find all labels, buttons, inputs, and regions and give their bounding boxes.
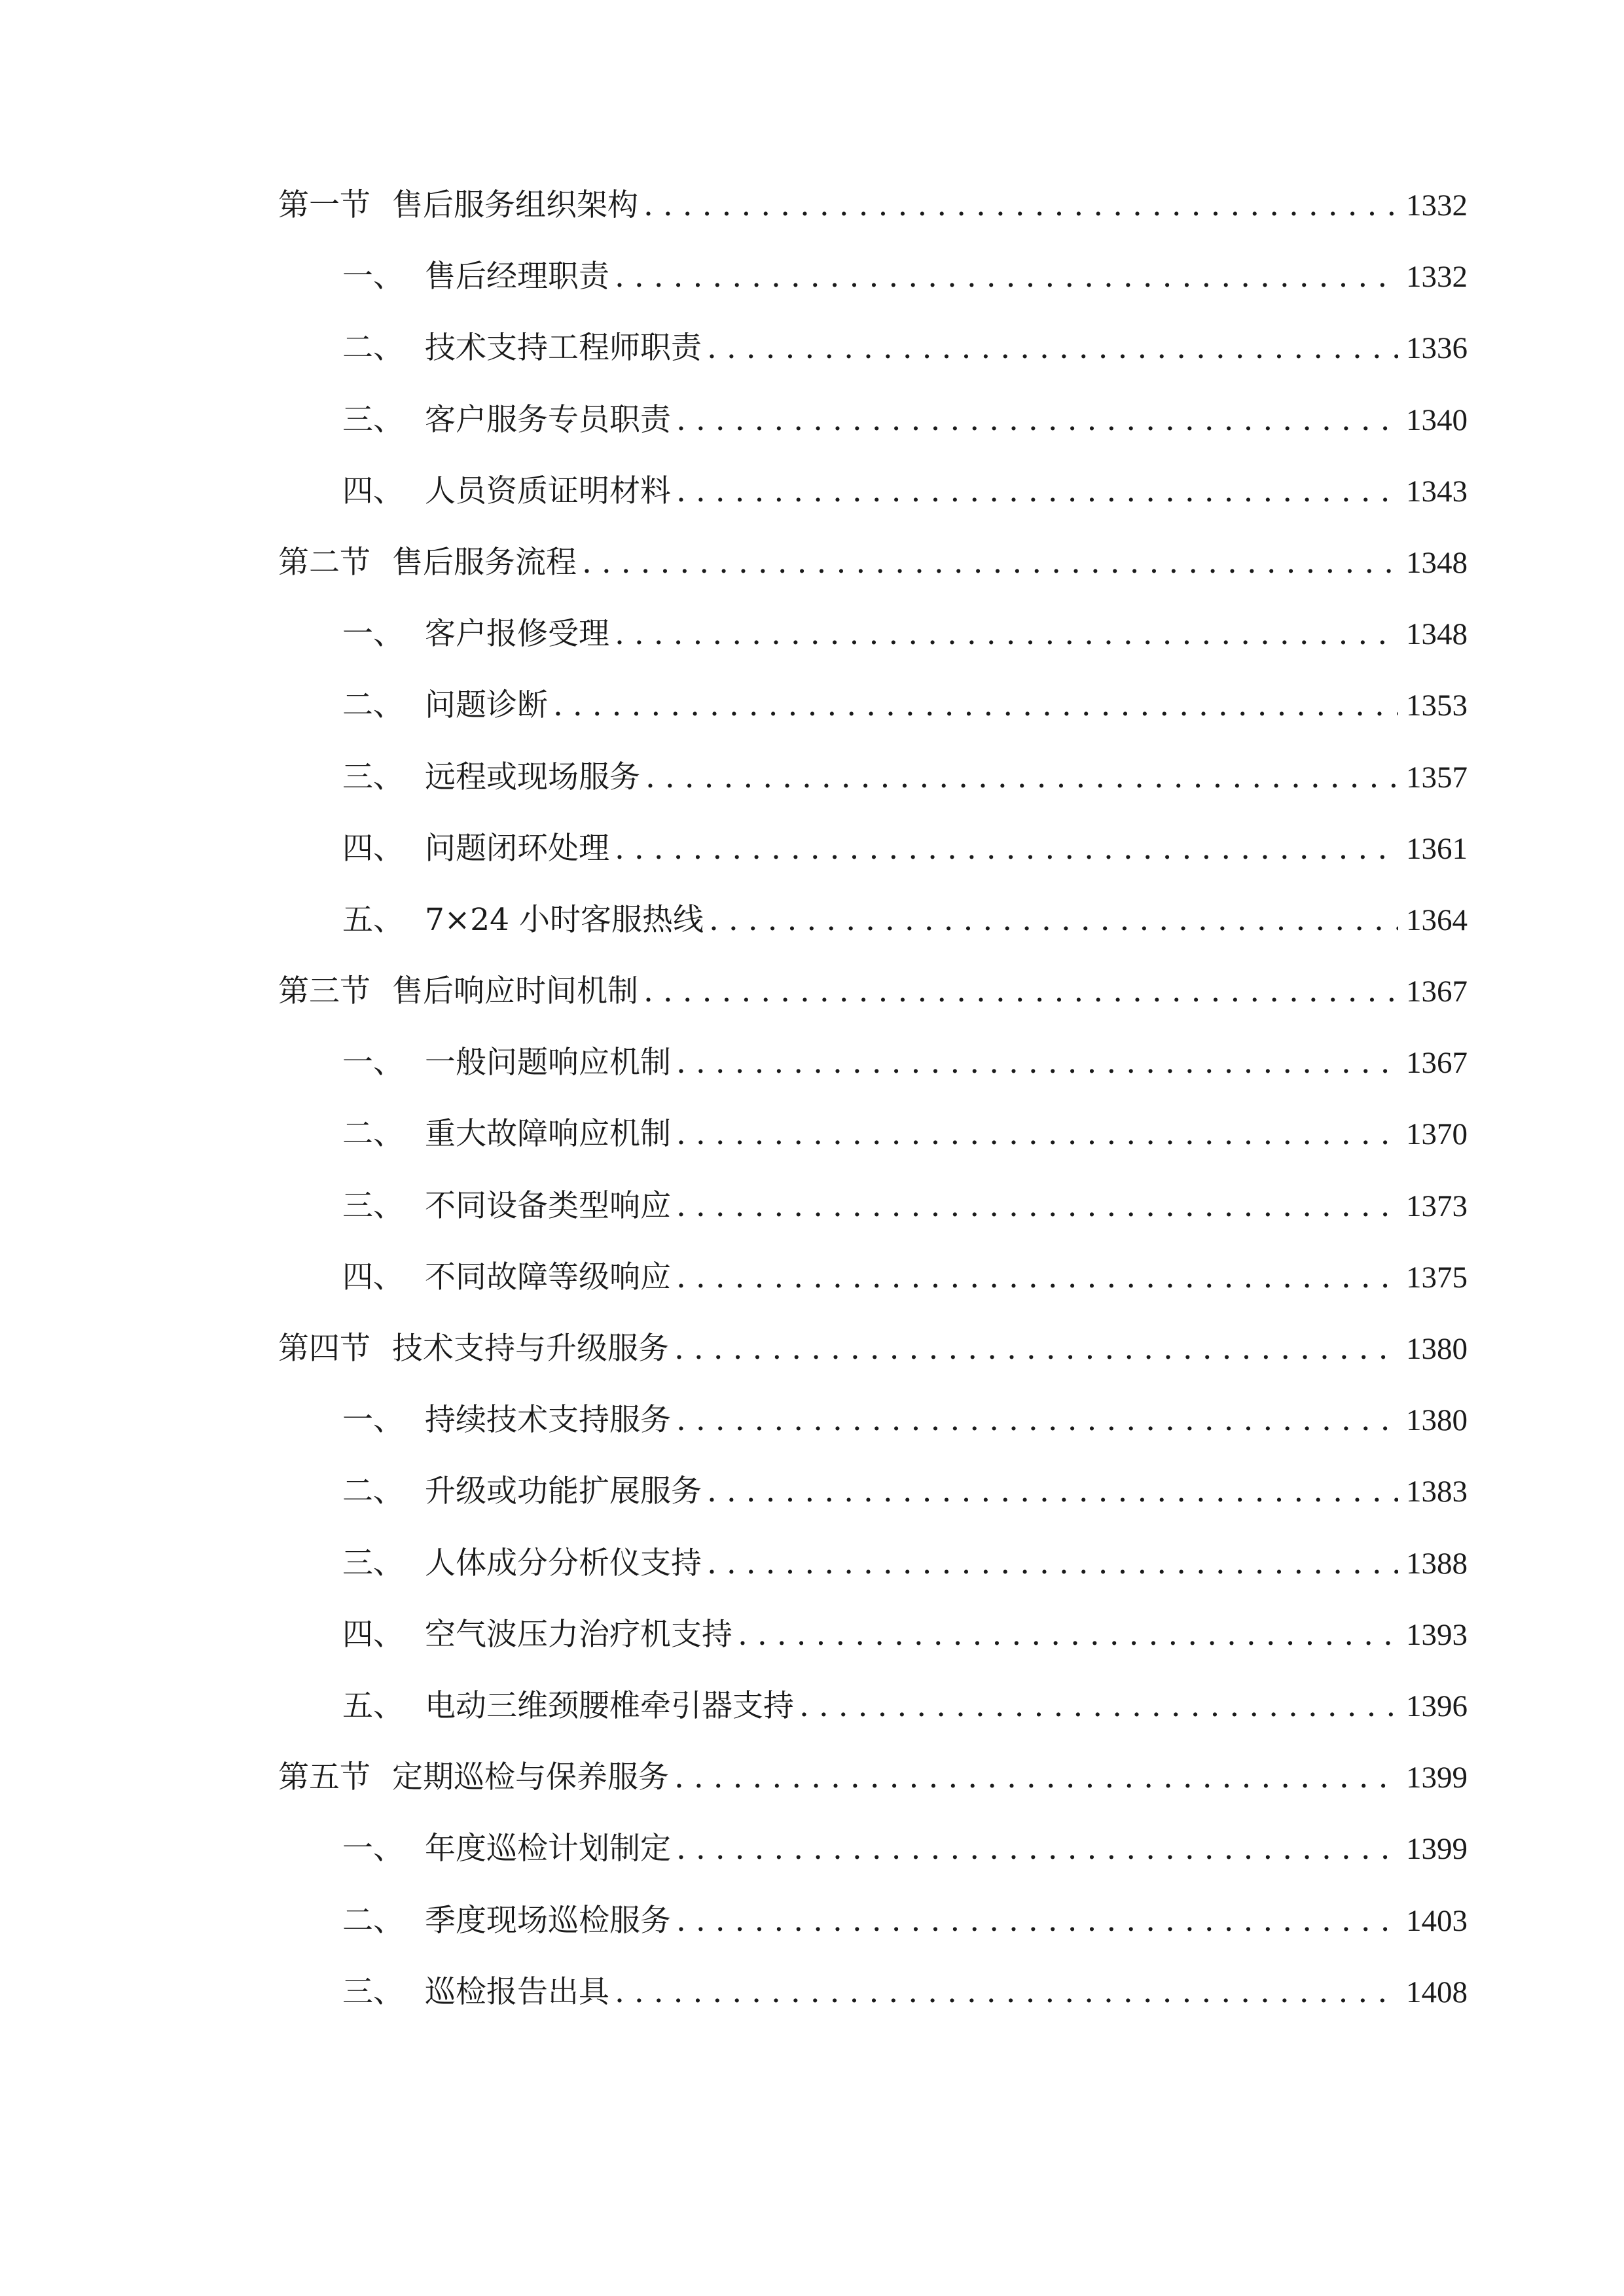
toc-entry-number: 一、 <box>342 1402 404 1439</box>
toc-entry-number: 一、 <box>342 1831 404 1867</box>
toc-entry-label <box>342 1831 671 1867</box>
toc-dot-leader <box>799 1691 1398 1721</box>
toc-page-number: 1403 <box>1406 1903 1468 1938</box>
toc-page-number: 1367 <box>1406 1046 1468 1081</box>
toc-page-number: 1332 <box>1406 260 1468 295</box>
toc-entry-label <box>342 1187 671 1224</box>
table-of-contents <box>278 187 1468 2048</box>
toc-subsection-entry[interactable] <box>278 1973 1468 2048</box>
toc-page-number: 1357 <box>1406 760 1468 795</box>
toc-dot-leader <box>676 1405 1398 1435</box>
toc-entry-label <box>278 1759 669 1796</box>
toc-dot-leader <box>676 1119 1398 1149</box>
toc-page-number: 1361 <box>1406 831 1468 866</box>
toc-entry-title: 远程或现场服务 <box>425 759 640 795</box>
toc-entry-number: 第二节 <box>278 544 370 581</box>
toc-entry-number: 三、 <box>342 1187 404 1224</box>
toc-entry-title: 售后服务流程 <box>392 544 577 581</box>
toc-subsection-entry[interactable] <box>278 261 1468 332</box>
toc-entry-number: 一、 <box>342 259 404 295</box>
toc-subsection-entry[interactable] <box>278 830 1468 905</box>
toc-entry-number: 第五节 <box>278 1759 370 1796</box>
toc-entry-number: 四、 <box>342 1616 404 1653</box>
toc-entry-title: 持续技术支持服务 <box>425 1402 671 1439</box>
toc-entry-title: 重大故障响应机制 <box>425 1116 671 1153</box>
toc-entry-label <box>342 687 548 724</box>
toc-dot-leader <box>676 404 1398 435</box>
toc-dot-leader <box>674 1762 1398 1793</box>
toc-page-number: 1375 <box>1406 1260 1468 1295</box>
toc-dot-leader <box>676 1191 1398 1221</box>
toc-entry-title: 技术支持工程师职责 <box>425 330 702 367</box>
toc-entry-title: 电动三维颈腰椎牵引器支持 <box>425 1687 794 1724</box>
toc-dot-leader <box>615 1977 1398 2007</box>
toc-entry-number: 五、 <box>342 901 404 938</box>
toc-subsection-entry[interactable] <box>278 687 1468 761</box>
toc-subsection-entry[interactable] <box>278 1833 1468 1905</box>
toc-entry-label <box>342 830 609 867</box>
toc-dot-leader <box>643 190 1398 221</box>
toc-page-number: 1399 <box>1406 1761 1468 1795</box>
toc-dot-leader <box>615 261 1398 292</box>
toc-page-number: 1340 <box>1406 403 1468 437</box>
toc-page-number: 1348 <box>1406 617 1468 652</box>
toc-entry-title: 售后经理职责 <box>425 259 609 295</box>
toc-entry-number: 二、 <box>342 330 404 367</box>
toc-subsection-entry[interactable] <box>278 1259 1468 1333</box>
toc-subsection-entry[interactable] <box>278 473 1468 547</box>
toc-dot-leader <box>676 1833 1398 1864</box>
toc-entry-number: 第四节 <box>278 1331 370 1367</box>
toc-page-number: 1370 <box>1406 1117 1468 1152</box>
toc-section-entry[interactable] <box>278 1333 1468 1405</box>
toc-dot-leader <box>738 1619 1398 1650</box>
toc-dot-leader <box>676 1047 1398 1078</box>
toc-entry-number: 一、 <box>342 1045 404 1081</box>
toc-page-number: 1393 <box>1406 1617 1468 1652</box>
toc-entry-label <box>342 1116 671 1153</box>
toc-page-number: 1373 <box>1406 1189 1468 1223</box>
toc-page-number: 1408 <box>1406 1975 1468 2009</box>
toc-dot-leader <box>707 1476 1398 1507</box>
toc-entry-number: 三、 <box>342 401 404 438</box>
toc-dot-leader <box>643 976 1398 1007</box>
toc-subsection-entry[interactable] <box>278 1116 1468 1190</box>
toc-entry-title: 技术支持与升级服务 <box>392 1331 669 1367</box>
toc-page-number: 1388 <box>1406 1546 1468 1581</box>
toc-entry-title: 客户报修受理 <box>425 616 609 653</box>
toc-entry-title: 售后服务组织架构 <box>392 187 638 223</box>
toc-entry-title: 巡检报告出具 <box>425 1973 609 2010</box>
toc-entry-title: 不同故障等级响应 <box>425 1259 671 1295</box>
toc-page-number: 1364 <box>1406 903 1468 937</box>
toc-page-number: 1367 <box>1406 975 1468 1009</box>
toc-entry-title: 问题诊断 <box>425 687 548 724</box>
toc-page-number: 1380 <box>1406 1332 1468 1366</box>
toc-entry-number: 二、 <box>342 687 404 724</box>
toc-subsection-entry[interactable] <box>278 1545 1468 1619</box>
toc-page-number: 1343 <box>1406 474 1468 509</box>
toc-dot-leader <box>615 619 1398 649</box>
toc-dot-leader <box>676 1905 1398 1936</box>
toc-entry-label <box>278 187 638 223</box>
toc-dot-leader <box>676 1262 1398 1293</box>
toc-subsection-entry[interactable] <box>278 1047 1468 1119</box>
toc-entry-number: 二、 <box>342 1473 404 1510</box>
toc-section-entry[interactable] <box>278 544 1468 619</box>
toc-entry-title: 空气波压力治疗机支持 <box>425 1616 732 1653</box>
toc-dot-leader <box>707 332 1398 363</box>
toc-entry-label <box>342 259 609 295</box>
toc-entry-number: 三、 <box>342 759 404 795</box>
toc-entry-label <box>342 1473 702 1510</box>
toc-page-number: 1383 <box>1406 1475 1468 1509</box>
toc-entry-label <box>342 1545 702 1581</box>
toc-page-number: 1399 <box>1406 1832 1468 1867</box>
toc-page-number: 1348 <box>1406 545 1468 580</box>
toc-subsection-entry[interactable] <box>278 901 1468 976</box>
toc-subsection-entry[interactable] <box>278 1402 1468 1476</box>
toc-entry-title: 季度现场巡检服务 <box>425 1902 671 1939</box>
toc-subsection-entry[interactable] <box>278 1687 1468 1762</box>
toc-entry-label <box>342 401 671 438</box>
toc-entry-label <box>342 1616 732 1653</box>
toc-entry-title: 人体成分分析仪支持 <box>425 1545 702 1581</box>
toc-entry-number: 四、 <box>342 1259 404 1295</box>
toc-entry-title: 年度巡检计划制定 <box>425 1831 671 1867</box>
toc-entry-label <box>342 330 702 367</box>
toc-entry-title: 升级或功能扩展服务 <box>425 1473 702 1510</box>
toc-entry-title: 人员资质证明材料 <box>425 473 671 509</box>
toc-entry-title: 一般问题响应机制 <box>425 1045 671 1081</box>
toc-entry-label <box>342 1402 671 1439</box>
toc-subsection-entry[interactable] <box>278 616 1468 690</box>
toc-dot-leader <box>676 476 1398 507</box>
toc-page-number: 1353 <box>1406 689 1468 723</box>
toc-entry-title: 7×24 小时客服热线 <box>425 901 704 938</box>
toc-entry-title: 问题闭环处理 <box>425 830 609 867</box>
toc-entry-number: 第一节 <box>278 187 370 223</box>
toc-entry-number: 第三节 <box>278 973 370 1010</box>
toc-entry-label <box>342 759 640 795</box>
toc-subsection-entry[interactable] <box>278 401 1468 476</box>
toc-dot-leader <box>615 833 1398 864</box>
toc-entry-label <box>342 616 609 653</box>
toc-page-number: 1336 <box>1406 331 1468 366</box>
toc-entry-label <box>342 1687 794 1724</box>
toc-entry-label <box>342 473 671 509</box>
toc-entry-label <box>342 901 704 938</box>
toc-entry-title: 不同设备类型响应 <box>425 1187 671 1224</box>
toc-subsection-entry[interactable] <box>278 332 1468 404</box>
toc-entry-label <box>342 1973 609 2010</box>
toc-dot-leader <box>582 547 1398 578</box>
toc-dot-leader <box>707 1548 1398 1579</box>
toc-subsection-entry[interactable] <box>278 1902 1468 1977</box>
toc-entry-number: 三、 <box>342 1545 404 1581</box>
toc-entry-label <box>342 1902 671 1939</box>
toc-entry-number: 二、 <box>342 1902 404 1939</box>
toc-entry-label <box>278 973 638 1010</box>
toc-entry-title: 售后响应时间机制 <box>392 973 638 1010</box>
toc-section-entry[interactable] <box>278 973 1468 1047</box>
toc-page-number: 1396 <box>1406 1689 1468 1723</box>
toc-dot-leader <box>674 1333 1398 1364</box>
toc-subsection-entry[interactable] <box>278 1473 1468 1547</box>
toc-entry-title: 客户服务专员职责 <box>425 401 671 438</box>
toc-entry-label <box>278 544 577 581</box>
toc-entry-number: 四、 <box>342 473 404 509</box>
toc-entry-number: 五、 <box>342 1687 404 1724</box>
toc-entry-number: 三、 <box>342 1973 404 2010</box>
toc-subsection-entry[interactable] <box>278 1187 1468 1262</box>
toc-page-number: 1332 <box>1406 188 1468 223</box>
toc-entry-number: 一、 <box>342 616 404 653</box>
toc-section-entry[interactable] <box>278 187 1468 261</box>
toc-dot-leader <box>645 762 1398 793</box>
toc-subsection-entry[interactable] <box>278 759 1468 833</box>
toc-entry-number: 二、 <box>342 1116 404 1153</box>
toc-entry-label <box>342 1045 671 1081</box>
toc-subsection-entry[interactable] <box>278 1616 1468 1691</box>
toc-dot-leader <box>709 905 1398 935</box>
toc-section-entry[interactable] <box>278 1759 1468 1833</box>
toc-entry-number: 四、 <box>342 830 404 867</box>
toc-entry-label <box>278 1331 669 1367</box>
toc-page-number: 1380 <box>1406 1403 1468 1438</box>
toc-dot-leader <box>553 690 1398 721</box>
toc-entry-label <box>342 1259 671 1295</box>
toc-entry-title: 定期巡检与保养服务 <box>392 1759 669 1796</box>
